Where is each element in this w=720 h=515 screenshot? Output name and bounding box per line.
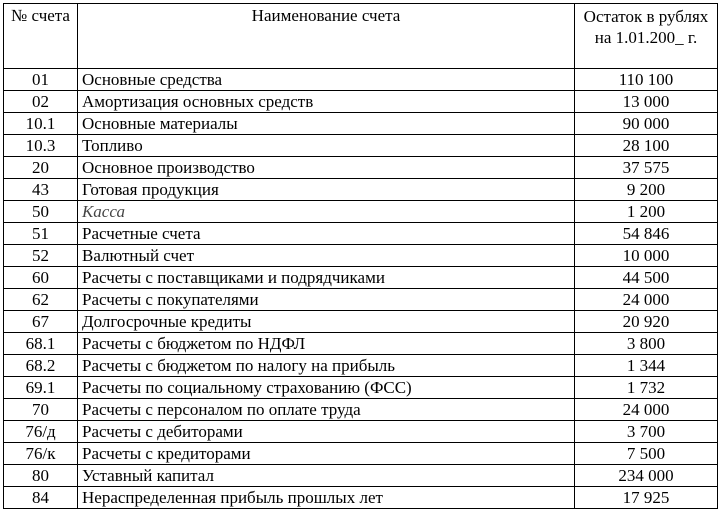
account-number-cell: 01 — [4, 69, 78, 91]
table-body — [4, 69, 718, 509]
balance-amount-cell: 54 846 — [575, 223, 718, 245]
balance-amount-cell: 37 575 — [575, 157, 718, 179]
table-row — [4, 179, 718, 201]
account-name-cell: Готовая продукция — [78, 179, 575, 201]
account-number-cell: 84 — [4, 487, 78, 509]
account-name-cell: Топливо — [78, 135, 575, 157]
account-name-cell: Расчеты с дебиторами — [78, 421, 575, 443]
table-row — [4, 223, 718, 245]
account-name-cell: Расчеты с бюджетом по НДФЛ — [78, 333, 575, 355]
balance-amount-cell: 7 500 — [575, 443, 718, 465]
table-header-row — [4, 4, 718, 69]
table-row — [4, 69, 718, 91]
account-name-cell: Расчеты с персоналом по оплате труда — [78, 399, 575, 421]
table-row — [4, 135, 718, 157]
balance-amount-cell: 10 000 — [575, 245, 718, 267]
table-row — [4, 487, 718, 509]
account-number-cell: 68.2 — [4, 355, 78, 377]
balance-amount-cell: 3 800 — [575, 333, 718, 355]
balance-amount-cell: 20 920 — [575, 311, 718, 333]
account-number-cell: 50 — [4, 201, 78, 223]
account-name-cell: Нераспределенная прибыль прошлых лет — [78, 487, 575, 509]
balance-amount-cell: 1 200 — [575, 201, 718, 223]
account-name-cell: Расчеты с бюджетом по налогу на прибыль — [78, 355, 575, 377]
account-name-cell: Расчеты с кредиторами — [78, 443, 575, 465]
account-number-cell: 10.3 — [4, 135, 78, 157]
table-row — [4, 421, 718, 443]
account-name-cell: Расчеты по социальному страхованию (ФСС) — [78, 377, 575, 399]
account-name-cell: Валютный счет — [78, 245, 575, 267]
account-number-cell: 76/д — [4, 421, 78, 443]
account-name-cell: Долгосрочные кредиты — [78, 311, 575, 333]
account-number-cell: 70 — [4, 399, 78, 421]
table-row — [4, 289, 718, 311]
table-row — [4, 157, 718, 179]
balance-amount-cell: 44 500 — [575, 267, 718, 289]
balance-amount-cell: 3 700 — [575, 421, 718, 443]
account-name-cell: Основные материалы — [78, 113, 575, 135]
account-number-cell: 51 — [4, 223, 78, 245]
account-number-cell: 20 — [4, 157, 78, 179]
account-number-cell: 62 — [4, 289, 78, 311]
header-account-number: № счета — [4, 4, 78, 69]
balance-amount-cell: 110 100 — [575, 69, 718, 91]
account-name-cell: Расчеты с поставщиками и подрядчиками — [78, 267, 575, 289]
balance-amount-cell: 17 925 — [575, 487, 718, 509]
balance-amount-cell: 24 000 — [575, 399, 718, 421]
account-number-cell: 43 — [4, 179, 78, 201]
balance-amount-cell: 1 344 — [575, 355, 718, 377]
account-number-cell: 67 — [4, 311, 78, 333]
balance-amount-cell: 1 732 — [575, 377, 718, 399]
account-name-cell: Расчеты с покупателями — [78, 289, 575, 311]
account-number-cell: 02 — [4, 91, 78, 113]
account-number-cell: 80 — [4, 465, 78, 487]
account-number-cell: 76/к — [4, 443, 78, 465]
header-balance: Остаток в рублях на 1.01.200_ г. — [575, 4, 718, 69]
balance-amount-cell: 28 100 — [575, 135, 718, 157]
balance-table-wrapper — [3, 3, 718, 509]
balance-amount-cell: 13 000 — [575, 91, 718, 113]
table-row — [4, 113, 718, 135]
account-balance-table — [3, 3, 718, 509]
table-row — [4, 355, 718, 377]
table-row — [4, 201, 718, 223]
table-row — [4, 311, 718, 333]
table-row — [4, 465, 718, 487]
account-number-cell: 60 — [4, 267, 78, 289]
account-name-cell: Уставный капитал — [78, 465, 575, 487]
balance-amount-cell: 234 000 — [575, 465, 718, 487]
balance-amount-cell: 90 000 — [575, 113, 718, 135]
table-row — [4, 333, 718, 355]
table-row — [4, 91, 718, 113]
table-row — [4, 443, 718, 465]
account-number-cell: 10.1 — [4, 113, 78, 135]
balance-amount-cell: 9 200 — [575, 179, 718, 201]
table-row — [4, 245, 718, 267]
header-account-name: Наименование счета — [78, 4, 575, 69]
account-name-cell: Амортизация основных средств — [78, 91, 575, 113]
account-number-cell: 69.1 — [4, 377, 78, 399]
account-name-cell: Основные средства — [78, 69, 575, 91]
table-row — [4, 267, 718, 289]
account-number-cell: 68.1 — [4, 333, 78, 355]
balance-amount-cell: 24 000 — [575, 289, 718, 311]
account-name-cell: Основное производство — [78, 157, 575, 179]
account-number-cell: 52 — [4, 245, 78, 267]
table-row — [4, 399, 718, 421]
account-name-cell: Расчетные счета — [78, 223, 575, 245]
account-name-cell: Касса — [78, 201, 575, 223]
table-row — [4, 377, 718, 399]
